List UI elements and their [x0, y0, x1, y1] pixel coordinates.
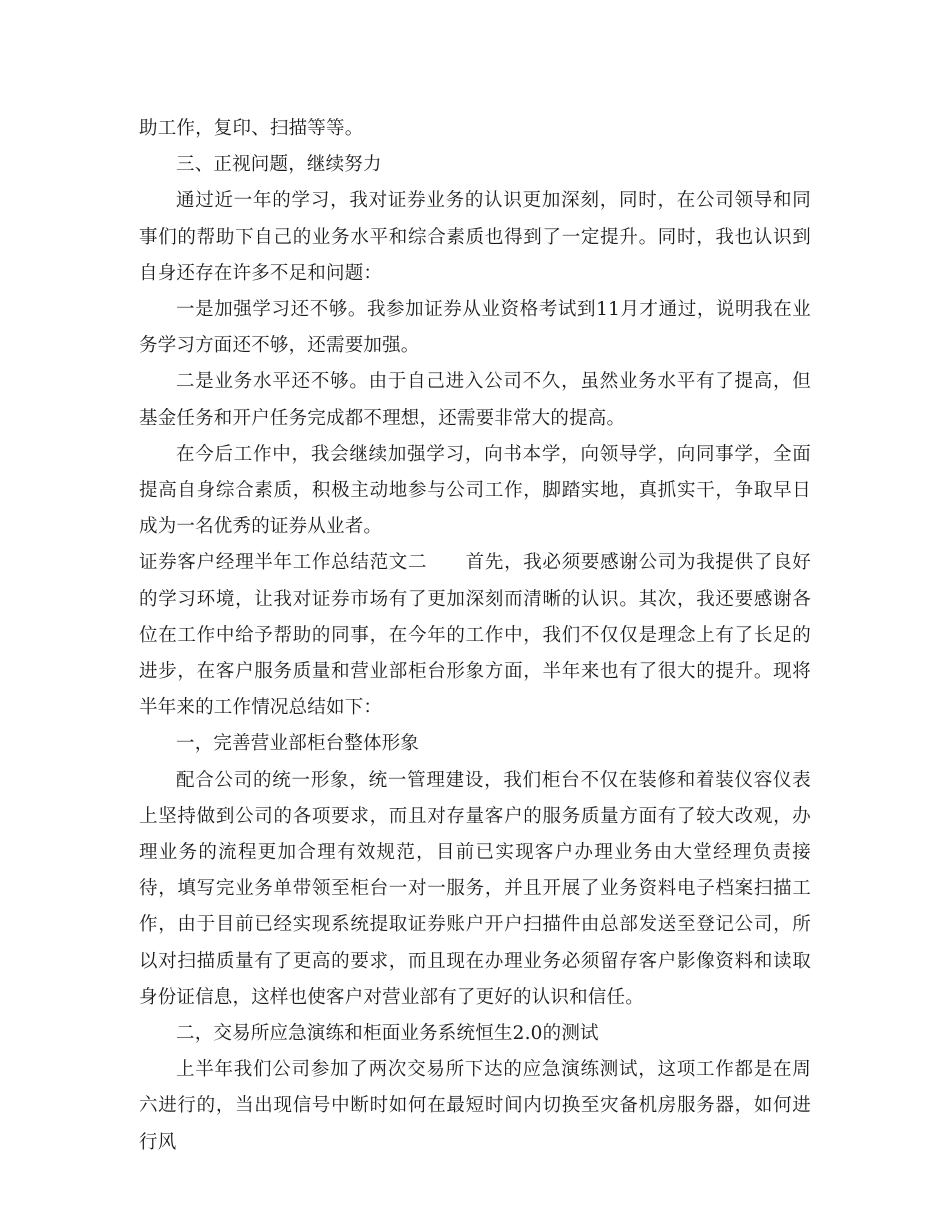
paragraph-counter-image: 配合公司的统一形象，统一管理建设，我们柜台不仅在装修和着装仪容仪表上坚持做到公司的各项要求，而且对存量客户的服务质量方面有了较大改观，办理业务的流程更加合理有效规范，目前已实现客户办理业务由大堂经理负责接待，填写完业务单带领至柜台一对一服务，并且开展了业务资料电子档案扫描工作，由于目前已经实现系统提取证券账户开户扫描件由总部发送至登记公司，所以对扫描质量有了更高的要求，而且现在办理业务必须留存客户影像资料和读取身份证信息，这样也使客户对营业部有了更好的认识和信任。: [139, 769, 811, 1008]
paragraph-article-two-start: 证券客户经理半年工作总结范文二 首先，我必须要感谢公司为我提供了良好的学习环境，让我对证券市场有了更加深刻而清晰的认识。其次，我还要感谢各位在工作中给予帮助的同事，在今年的工作中，我们不仅仅是理念上有了长足的进步，在客户服务质量和营业部柜台形象方面，半年来也有了很大的提升。现将半年来的工作情况总结如下：: [139, 552, 811, 719]
document-page: [139, 111, 811, 1161]
section-heading-3: 三、正视问题，继续努力: [176, 154, 382, 176]
section-heading-2: 二，交易所应急演练和柜面业务系统恒生2.0的测试: [176, 1023, 599, 1045]
paragraph-drill: 上半年我们公司参加了两次交易所下达的应急演练测试，这项工作都是在周六进行的，当出现信号中断时如何在最短时间内切换至灾备机房服务器，如何进行风: [139, 1059, 811, 1153]
paragraph-intro: 通过近一年的学习，我对证券业务的认识更加深刻，同时，在公司领导和同事们的帮助下自己的业务水平和综合素质也得到了一定提升。同时，我也认识到自身还存在许多不足和问题：: [139, 190, 811, 284]
paragraph-issue-2: 二是业务水平还不够。由于自己进入公司不久，虽然业务水平有了提高，但基金任务和开户任务完成都不理想，还需要非常大的提高。: [139, 371, 811, 429]
paragraph-issue-1: 一是加强学习还不够。我参加证券从业资格考试到11月才通过，说明我在业务学习方面还不够，还需要加强。: [139, 299, 811, 357]
paragraph-future-plan: 在今后工作中，我会继续加强学习，向书本学，向领导学，向同事学，全面提高自身综合素质，积极主动地参与公司工作，脚踏实地，真抓实干，争取早日成为一名优秀的证券从业者。: [139, 443, 811, 538]
paragraph-continuation: 助工作，复印、扫描等等。: [139, 118, 364, 139]
section-heading-1: 一，完善营业部柜台整体形象: [176, 733, 420, 755]
